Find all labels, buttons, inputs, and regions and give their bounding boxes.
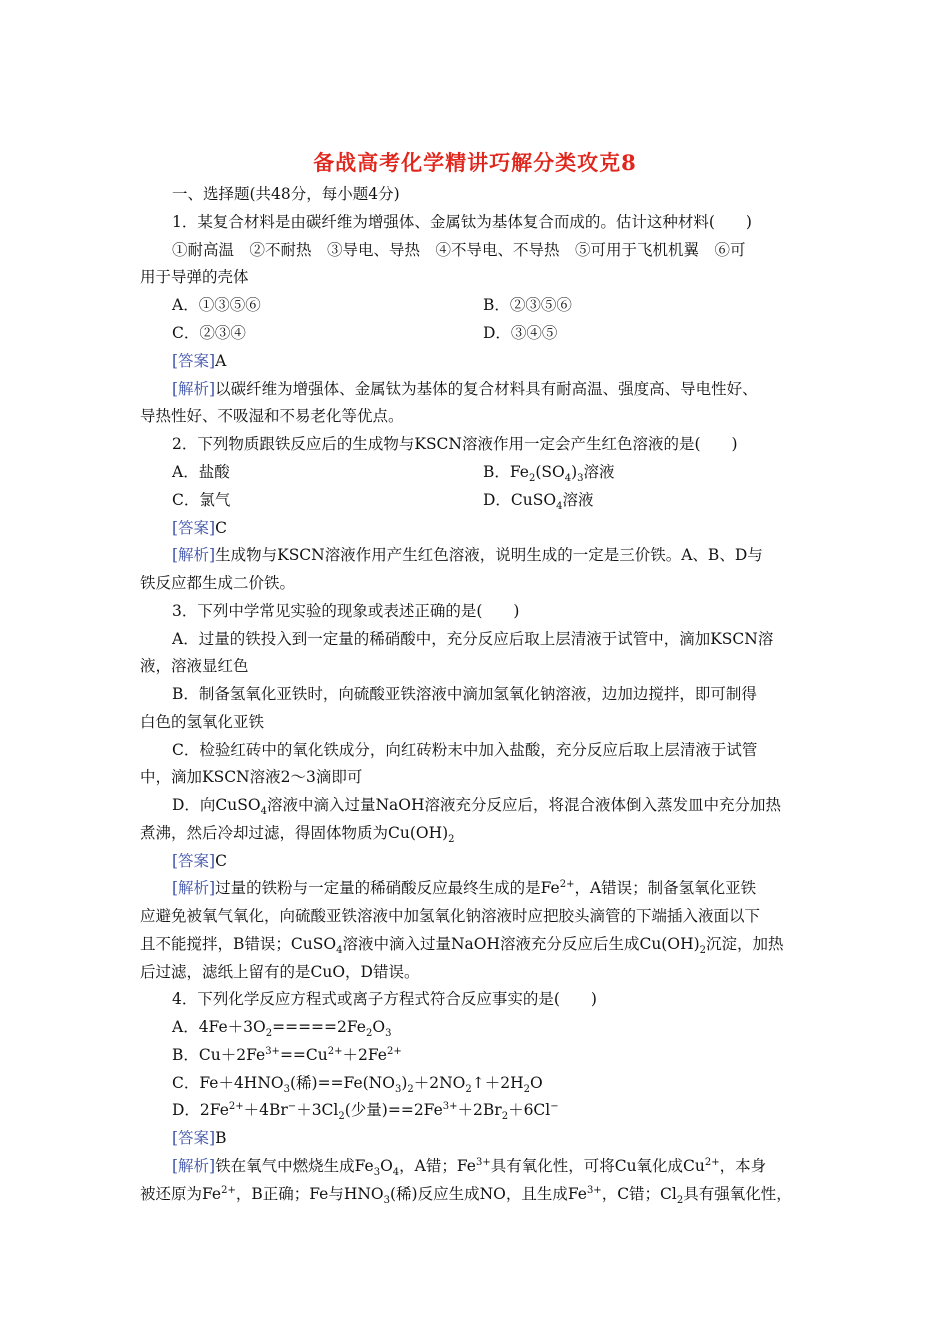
q4-option-b: B．$Cu+2Fe^{3+}==Cu^{2+}+2Fe^{2+}$ [172,1045,402,1064]
q3-option-d-cont: 煮沸，然后冷却过滤，得固体物质为$Cu(OH)_2$ [140,824,455,846]
q1-option-c: C．②③④ [172,324,246,342]
q3-option-b: B．制备氢氧化亚铁时，向硫酸亚铁溶液中滴加氢氧化钠溶液，边加边搅拌，即可制得 [172,685,757,703]
q3-option-c: C．检验红砖中的氧化铁成分，向红砖粉末中加入盐酸，充分反应后取上层清液于试管 [172,741,758,759]
page-title: 备战高考化学精讲巧解分类攻克8 [313,150,637,175]
q2-analysis-cont: 铁反应都生成二价铁。 [140,574,296,592]
q3-answer: [答案]C [172,852,227,870]
q3-stem: 3．下列中学常见实验的现象或表述正确的是( ) [172,602,520,620]
q3-analysis: [解析]过量的铁粉与一定量的稀硝酸反应最终生成的是$Fe^{2+}$，A错误；制备氢氧化亚铁 [172,878,757,897]
q1-stem: 1．某复合材料是由碳纤维为增强体、金属钛为基体复合而成的。估计这种材料( ) [172,213,752,231]
q2-analysis: [解析]生成物与KSCN溶液作用产生红色溶液，说明生成的一定是三价铁。A、B、D与 [172,546,763,564]
q4-option-a: A．$4Fe+3O_2=====2Fe_2O_3$ [172,1018,392,1040]
q4-analysis: [解析]铁在氧气中燃烧生成$Fe_3O_4$，A错；$Fe^{3+}$具有氧化性，可将Cu氧化成$Cu^{2+}$，本身 [172,1156,767,1179]
q1-analysis-cont: 导热性好、不吸湿和不易老化等优点。 [140,407,404,425]
q3-analysis-cont1: 应避免被氧气氧化，向硫酸亚铁溶液中加氢氧化钠溶液时应把胶头滴管的下端插入液面以下 [140,907,761,925]
q2-answer: [答案]C [172,519,227,537]
q4-stem: 4．下列化学反应方程式或离子方程式符合反应事实的是( ) [172,990,597,1008]
q3-option-a-cont: 液，溶液显红色 [140,657,249,675]
q4-option-c: C．$Fe+4HNO_3$(稀)$==Fe(NO_3)_2+2NO_2↑+2H_2O$ [172,1074,543,1096]
q1-option-a: A．①③⑤⑥ [172,296,261,314]
q4-analysis-cont: 被还原为$Fe^{2+}$，B正确；Fe与$HNO_3$(稀)反应生成NO，且生成$Fe^{3+}$，C错；$Cl_2$具有强氧化性， [140,1184,792,1207]
q3-analysis-cont2: 且不能搅拌，B错误；CuSO$_4$溶液中滴入过量NaOH溶液充分反应后生成$Cu(OH)_2$沉淀，加热 [140,935,784,957]
q1-answer: [答案]A [172,352,227,370]
q2-stem: 2．下列物质跟铁反应后的生成物与KSCN溶液作用一定会产生红色溶液的是( ) [172,435,738,453]
q2-option-b: B．$Fe_2(SO_4)_3$溶液 [483,463,615,485]
q4-option-d: D．$2Fe^{2+}+4Br^-+3Cl_2$(少量)$==2Fe^{3+}+2Br_2+6Cl^-$ [172,1100,559,1123]
q2-option-d: D．CuSO$_4$溶液 [483,491,594,513]
q1-analysis: [解析]以碳纤维为增强体、金属钛为基体的复合材料具有耐高温、强度高、导电性好、 [172,380,758,398]
section-heading: 一、选择题(共48分，每小题4分) [172,185,400,203]
q2-option-c: C．氯气 [172,491,231,509]
q2-option-a: A．盐酸 [172,463,230,481]
q3-option-c-cont: 中，滴加KSCN溶液2～3滴即可 [140,768,363,786]
q1-items-line1: ①耐高温 ②不耐热 ③导电、导热 ④不导电、不导热 ⑤可用于飞机机翼 ⑥可 [172,241,746,259]
q1-items-line2: 用于导弹的壳体 [140,268,249,286]
q3-option-d: D．向CuSO$_4$溶液中滴入过量NaOH溶液充分反应后，将混合液体倒入蒸发皿中充分加热 [172,796,782,818]
q4-answer: [答案]B [172,1129,227,1147]
q3-analysis-cont3: 后过滤，滤纸上留有的是CuO，D错误。 [140,963,420,981]
q3-option-a: A．过量的铁投入到一定量的稀硝酸中，充分反应后取上层清液于试管中，滴加KSCN溶 [172,630,774,648]
q1-option-b: B．②③⑤⑥ [483,296,572,314]
q3-option-b-cont: 白色的氢氧化亚铁 [140,713,265,731]
q1-option-d: D．③④⑤ [483,324,558,342]
